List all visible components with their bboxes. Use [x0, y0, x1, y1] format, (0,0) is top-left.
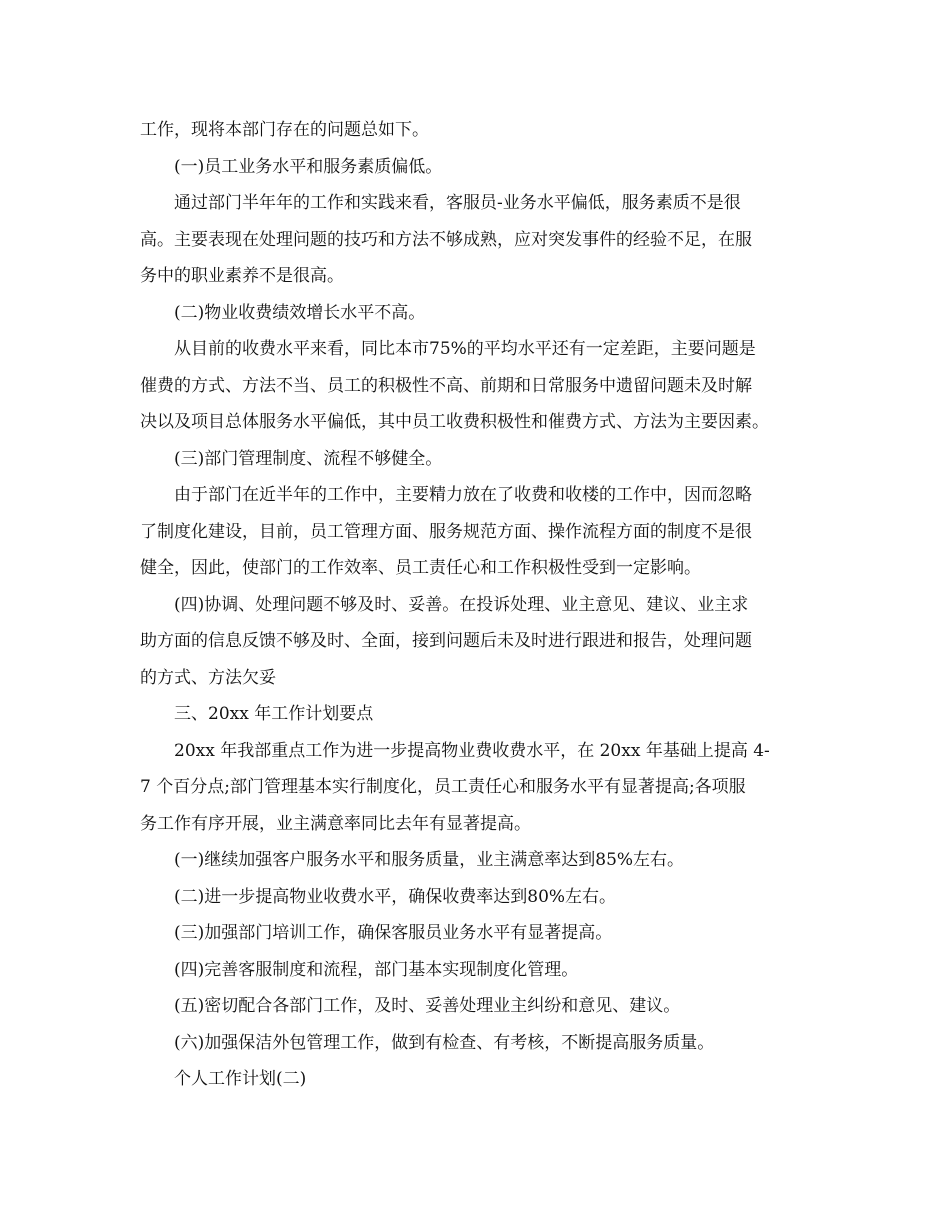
text-line: 高。主要表现在处理问题的技巧和方法不够成熟，应对突发事件的经验不足，在服: [140, 229, 752, 250]
text-line: 健全，因此，使部门的工作效率、员工责任心和工作积极性受到一定影响。: [140, 558, 701, 578]
text-line: 决以及项目总体服务水平偏低，其中员工收费积极性和催费方式、方法为主要因素。: [140, 412, 769, 432]
text-line: (二)进一步提高物业收费水平，确保收费率达到80%左右。: [174, 886, 617, 907]
text-line: (四)协调、处理问题不够及时、妥善。在投诉处理、业主意见、建议、业主求: [174, 594, 749, 615]
text-line: 务工作有序开展，业主满意率同比去年有显著提高。: [140, 813, 531, 834]
text-line: 20xx 年我部重点工作为进一步提高物业费收费水平，在 20xx 年基础上提高 4-: [174, 740, 770, 761]
text-line: (四)完善客服制度和流程，部门基本实现制度化管理。: [174, 959, 579, 980]
text-line: 由于部门在近半年的工作中，主要精力放在了收费和收楼的工作中，因而忽略: [174, 485, 752, 505]
text-line: (一)员工业务水平和服务素质偏低。: [174, 156, 443, 177]
text-line: (三)部门管理制度、流程不够健全。: [174, 448, 443, 469]
text-line: 三、20xx 年工作计划要点: [174, 704, 374, 724]
text-line: 通过部门半年年的工作和实践来看，客服员-业务水平偏低，服务素质不是很: [174, 193, 741, 213]
text-line: 工作，现将本部门存在的问题总如下。: [140, 120, 429, 140]
text-line: (一)继续加强客户服务水平和服务质量，业主满意率达到85%左右。: [174, 850, 685, 870]
text-line: 个人工作计划(二): [174, 1069, 307, 1089]
text-line: 从目前的收费水平来看，同比本市75%的平均水平还有一定差距，主要问题是: [174, 339, 756, 359]
text-line: (六)加强保洁外包管理工作，做到有检查、有考核，不断提高服务质量。: [174, 1032, 715, 1053]
text-line: 的方式、方法欠妥: [140, 667, 276, 688]
text-line: (二)物业收费绩效增长水平不高。: [174, 302, 426, 323]
text-line: 7 个百分点;部门管理基本实行制度化，员工责任心和服务水平有显著提高;各项服: [140, 777, 746, 797]
document-body: [140, 112, 815, 1098]
text-line: 催费的方式、方法不当、员工的积极性不高、前期和日常服务中遗留问题未及时解: [140, 375, 752, 396]
text-line: 助方面的信息反馈不够及时、全面，接到问题后未及时进行跟进和报告，处理问题: [140, 631, 752, 651]
text-line: (三)加强部门培训工作，确保客服员业务水平有显著提高。: [174, 923, 613, 943]
text-line: 务中的职业素养不是很高。: [140, 266, 344, 286]
text-line: (五)密切配合各部门工作，及时、妥善处理业主纠纷和意见、建议。: [174, 996, 681, 1016]
text-line: 了制度化建设，目前，员工管理方面、服务规范方面、操作流程方面的制度不是很: [140, 521, 752, 542]
